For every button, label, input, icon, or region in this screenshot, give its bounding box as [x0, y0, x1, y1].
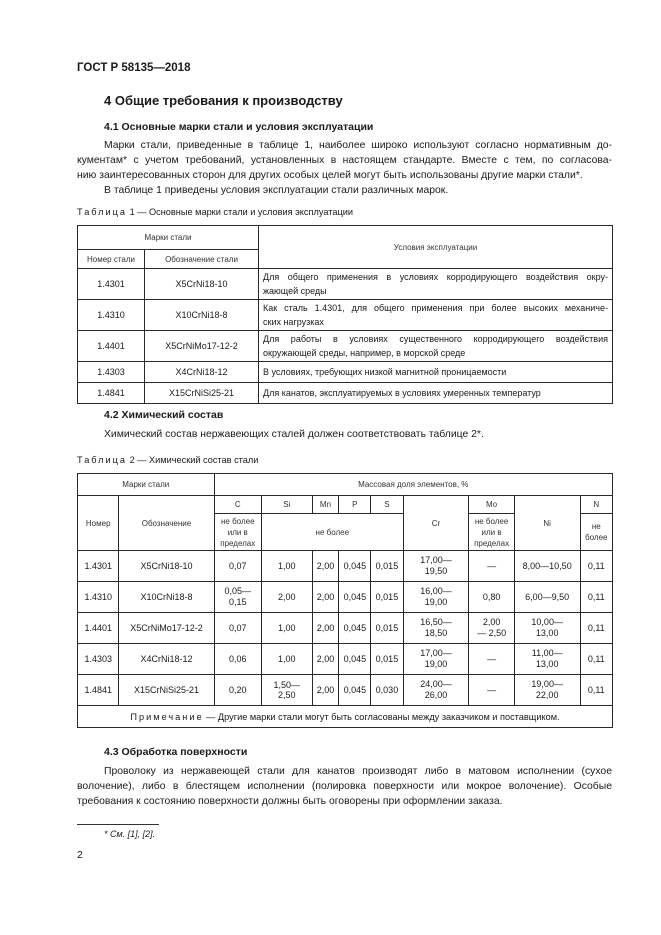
- table-header-cell: Марки стали: [78, 474, 215, 496]
- table-header-cell: Si: [262, 496, 313, 514]
- table-cell: 0,20: [214, 675, 262, 706]
- table-cell: 1.4301: [78, 551, 119, 582]
- table-cell: 0,07: [214, 551, 262, 582]
- table-cell: 0,045: [339, 675, 371, 706]
- table-cell: 0,045: [339, 644, 371, 675]
- section-4-2-paragraph: Химический состав нержавеющих сталей должен соответствовать таблице 2*.: [104, 429, 484, 440]
- table-cell: 1.4841: [78, 675, 119, 706]
- table-cell: 0,11: [580, 675, 612, 706]
- table-cell: 16,50— 18,50: [403, 613, 469, 644]
- table-cell: 1.4841: [78, 383, 145, 404]
- table-cell: 0,11: [580, 644, 612, 675]
- table-cell: X5CrNi18-10: [145, 269, 259, 300]
- table-cell: 17,00— 19,00: [403, 644, 469, 675]
- table-header-cell: P: [339, 496, 371, 514]
- table-cell: 2,00: [312, 613, 339, 644]
- table-cell: 0,045: [339, 582, 371, 613]
- table-header-cell: Массовая доля элементов, %: [214, 474, 613, 496]
- section-4-1-title: 4.1 Основные марки стали и условия эксплуатации: [104, 121, 374, 133]
- table-cell: 0,015: [371, 551, 403, 582]
- table-cell: 19,00— 22,00: [514, 675, 580, 706]
- table-header-cell: Номер: [78, 496, 119, 551]
- table-cell: 2,00: [312, 644, 339, 675]
- table-cell: X5CrNi18-10: [119, 551, 214, 582]
- table-cell: —: [469, 675, 515, 706]
- table-cell: 1.4301: [78, 269, 145, 300]
- table-header-cell: не более: [580, 514, 612, 551]
- table-header-cell: Марки стали: [78, 226, 259, 250]
- table-1-caption: [77, 207, 353, 217]
- table-cell: 0,80: [469, 582, 515, 613]
- table-cell: 2,00 — 2,50: [469, 613, 515, 644]
- table-cell: X4CrNi18-12: [119, 644, 214, 675]
- table-cell: 0,07: [214, 613, 262, 644]
- table-cell: 1.4310: [78, 300, 145, 331]
- table-row: [78, 644, 613, 675]
- paragraph-line: нию заинтересованных сторон для других особых целей могут быть использованы другие марки стали*.: [77, 170, 583, 181]
- table-header-cell: Cr: [403, 496, 469, 551]
- section-4-3-title: 4.3 Обработка поверхности: [104, 746, 248, 758]
- table-row: [78, 362, 613, 383]
- table-header-cell: Условия эксплуатации: [259, 226, 613, 269]
- table-cell: 0,015: [371, 582, 403, 613]
- table-row: [78, 383, 613, 404]
- table-cell: 6,00—9,50: [514, 582, 580, 613]
- table-2-caption: [77, 455, 258, 465]
- table-cell: Как сталь 1.4301, для общего применения при более высоких механиче- ских нагрузках: [259, 300, 613, 331]
- table-cell: Для общего применения в условиях корродирующего воздействия окру- жающей среды: [259, 269, 613, 300]
- table-row: [78, 613, 613, 644]
- table-cell: 0,045: [339, 613, 371, 644]
- section-4-title: 4 Общие требования к производству: [104, 93, 343, 108]
- table-header-cell: Ni: [514, 496, 580, 551]
- table-cell: 1.4401: [78, 613, 119, 644]
- table-cell: 1,00: [262, 551, 313, 582]
- paragraph-line: требования к состоянию поверхности должны быть оговорены при оформлении заказа.: [77, 796, 503, 807]
- table-cell: X15CrNiSi25-21: [145, 383, 259, 404]
- table-cell: 1,00: [262, 613, 313, 644]
- table-header-cell: Обозначение: [119, 496, 214, 551]
- table-header-cell: Mn: [312, 496, 339, 514]
- table-cell: X5CrNiMo17-12-2: [145, 331, 259, 362]
- table-cell: 1,50—2,50: [262, 675, 313, 706]
- table-cell: 0,11: [580, 613, 612, 644]
- paragraph-line: Марки стали, приведенные в таблице 1, наиболее широко используют согласно нормативным до-: [104, 140, 612, 151]
- table-cell: 0,06: [214, 644, 262, 675]
- table-cell: 10,00— 13,00: [514, 613, 580, 644]
- table-cell: 0,045: [339, 551, 371, 582]
- table-cell: 11,00— 13,00: [514, 644, 580, 675]
- footnote: * См. [1], [2].: [104, 829, 156, 839]
- table-cell: 2,00: [312, 551, 339, 582]
- table-cell: 0,015: [371, 613, 403, 644]
- table-cell: 8,00—10,50: [514, 551, 580, 582]
- paragraph-line: Проволоку из нержавеющей стали для канатов производят либо в матовом исполнении (сухое: [104, 766, 612, 777]
- note-text: — Другие марки стали могут быть согласованы между заказчиком и поставщиком.: [203, 711, 560, 722]
- table-cell: 2,00: [312, 582, 339, 613]
- table-cell: 1.4303: [78, 362, 145, 383]
- table-row: [78, 300, 613, 331]
- table-header-cell: не более или в пределах: [469, 514, 515, 551]
- table-cell: X5CrNiMo17-12-2: [119, 613, 214, 644]
- table-row: [78, 551, 613, 582]
- table-header-cell: S: [371, 496, 403, 514]
- paragraph-line: волочение), либо в блестящем исполнении (полировка поверхности или мокрое волочение). Особые: [77, 781, 612, 792]
- table-row: [78, 269, 613, 300]
- table-cell: —: [469, 644, 515, 675]
- table-cell: 0,030: [371, 675, 403, 706]
- paragraph-line: В таблице 1 приведены условия эксплуатации стали различных марок.: [104, 185, 449, 196]
- table-cell: X4CrNi18-12: [145, 362, 259, 383]
- table-cell: X15CrNiSi25-21: [119, 675, 214, 706]
- table-cell: Для работы в условиях существенного корродирующего воздействия окружающей среды, например, в морской среде: [259, 331, 613, 362]
- caption-label: Таблица: [77, 207, 128, 217]
- table-cell: X10CrNi18-8: [119, 582, 214, 613]
- paragraph-line: кументам* с учетом требований, установленных в настоящем стандарте. Вместе с тем, по согласова-: [77, 155, 612, 166]
- table-cell: 1.4310: [78, 582, 119, 613]
- table-cell: 1.4401: [78, 331, 145, 362]
- table-cell: 2,00: [262, 582, 313, 613]
- table-row: [78, 675, 613, 706]
- table-cell: 0,05— 0,15: [214, 582, 262, 613]
- caption-label: Таблица: [77, 455, 128, 465]
- table-cell: X10CrNi18-8: [145, 300, 259, 331]
- table-1: [77, 225, 613, 404]
- table-header-cell: не более или в пределах: [214, 514, 262, 551]
- table-cell: 0,11: [580, 551, 612, 582]
- caption-text: 2 — Химический состав стали: [129, 455, 259, 465]
- note-label: Примечание: [130, 711, 204, 722]
- table-cell: 16,00— 19,00: [403, 582, 469, 613]
- footnote-divider: [77, 824, 159, 825]
- section-4-3-paragraph: [77, 764, 612, 809]
- table-header-cell: N: [580, 496, 612, 514]
- table-row: [78, 331, 613, 362]
- table-header-cell: Номер стали: [78, 250, 145, 269]
- table-cell: —: [469, 551, 515, 582]
- table-header-cell: Mo: [469, 496, 515, 514]
- table-cell: 1,00: [262, 644, 313, 675]
- table-cell: 2,00: [312, 675, 339, 706]
- table-note-row: [78, 706, 613, 728]
- table-2: [77, 473, 613, 728]
- table-cell: 17,00— 19,50: [403, 551, 469, 582]
- table-cell: 0,11: [580, 582, 612, 613]
- table-note: [78, 706, 613, 728]
- table-cell: В условиях, требующих низкой магнитной проницаемости: [259, 362, 613, 383]
- section-4-1-paragraph: [77, 138, 612, 198]
- table-header-cell: не более: [262, 514, 404, 551]
- table-cell: 0,015: [371, 644, 403, 675]
- section-4-2-title: 4.2 Химический состав: [104, 409, 224, 421]
- table-header-cell: C: [214, 496, 262, 514]
- table-cell: Для канатов, эксплуатируемых в условиях умеренных температур: [259, 383, 613, 404]
- document-header: ГОСТ Р 58135—2018: [77, 62, 191, 74]
- table-cell: 1.4303: [78, 644, 119, 675]
- table-row: [78, 582, 613, 613]
- caption-text: 1 — Основные марки стали и условия эксплуатации: [129, 207, 353, 217]
- page-number: 2: [77, 849, 83, 861]
- table-header-cell: Обозначение стали: [145, 250, 259, 269]
- table-cell: 24,00— 26,00: [403, 675, 469, 706]
